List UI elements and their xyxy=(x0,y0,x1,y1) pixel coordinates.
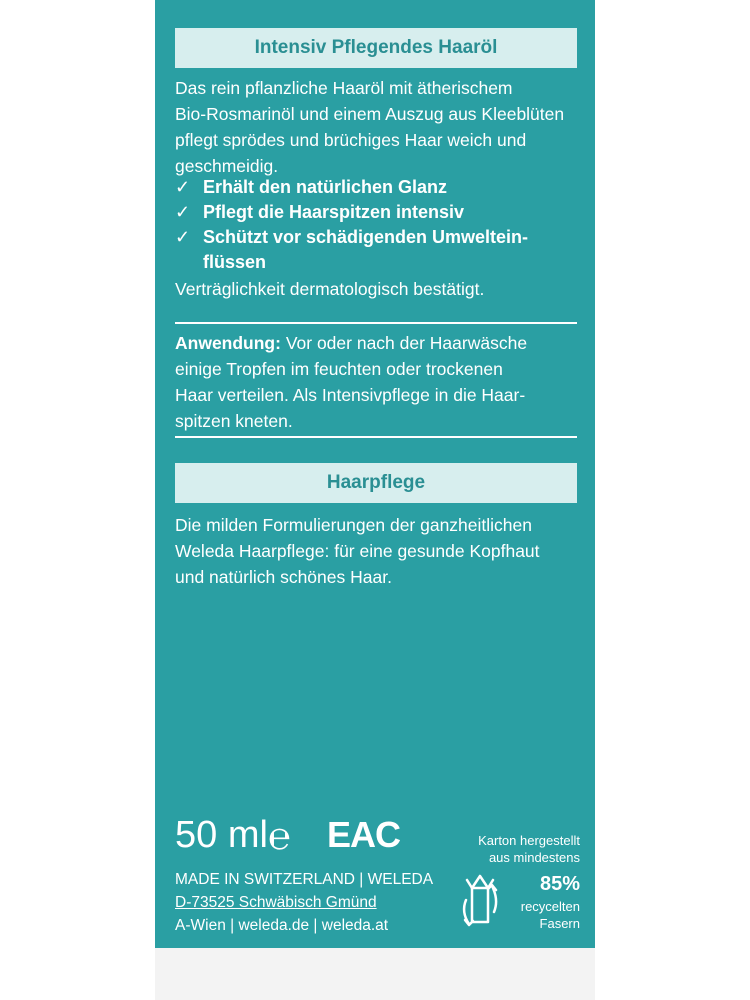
intro-text xyxy=(175,75,580,179)
recycle-text: Fasern xyxy=(539,916,580,931)
recycling-note xyxy=(455,832,580,942)
section-line: Weleda Haarpflege: für eine gesunde Kopfhaut xyxy=(175,541,540,561)
recycle-text: Karton hergestellt xyxy=(478,833,580,848)
benefit-list xyxy=(175,175,580,275)
e-mark-icon: ℮ xyxy=(268,816,291,858)
check-icon: ✓ xyxy=(175,202,191,222)
usage-text xyxy=(175,330,580,434)
manufacturer-line: D-73525 Schwäbisch Gmünd xyxy=(175,894,377,911)
intro-line: geschmeidig. xyxy=(175,156,279,176)
usage-line: spitzen kneten. xyxy=(175,411,293,431)
usage-label: Anwendung: xyxy=(175,333,281,353)
benefit-item xyxy=(175,175,580,200)
manufacturer-line: A-Wien | weleda.de | weleda.at xyxy=(175,917,389,934)
section-line: Die milden Formulierungen der ganzheitlichen xyxy=(175,515,532,535)
section-line: und natürlich schönes Haar. xyxy=(175,567,392,587)
product-info-panel xyxy=(155,0,595,948)
manufacturer-info xyxy=(175,868,433,937)
benefit-item xyxy=(175,200,580,225)
recycle-text: aus mindestens xyxy=(488,850,580,865)
volume-label: 50 ml xyxy=(175,814,268,856)
tolerance-note: Verträglichkeit dermatologisch bestätigt. xyxy=(175,279,485,299)
manufacturer-line: MADE IN SWITZERLAND | WELEDA xyxy=(175,871,434,888)
eac-mark: EAC xyxy=(327,814,401,855)
divider xyxy=(175,322,577,324)
recycled-box-icon xyxy=(455,864,505,934)
recycle-text: recycelten xyxy=(520,899,580,914)
section-band: Haarpflege xyxy=(175,463,577,503)
usage-line: einige Tropfen im feuchten oder trockenen xyxy=(175,359,503,379)
benefit-item xyxy=(175,225,580,275)
benefit-text: flüssen xyxy=(203,252,267,272)
benefit-text: Erhält den natürlichen Glanz xyxy=(203,177,448,197)
title-band: Intensiv Pflegendes Haaröl xyxy=(175,28,577,68)
check-icon: ✓ xyxy=(175,227,191,247)
intro-line: Bio-Rosmarinöl und einem Auszug aus Kleeblüten xyxy=(175,104,565,124)
intro-line: pflegt sprödes und brüchiges Haar weich und xyxy=(175,130,527,150)
check-icon: ✓ xyxy=(175,177,191,197)
usage-line: Haar verteilen. Als Intensivpflege in die Haar- xyxy=(175,385,526,405)
intro-line: Das rein pflanzliche Haaröl mit ätherischem xyxy=(175,78,513,98)
usage-line: Vor oder nach der Haarwäsche xyxy=(280,333,528,353)
divider xyxy=(175,436,577,438)
section-text xyxy=(175,512,580,590)
benefit-text: Schützt vor schädigenden Umweltein- xyxy=(203,227,529,247)
package-base xyxy=(155,948,595,1000)
recycle-percent: 85% xyxy=(539,873,580,895)
benefit-text: Pflegt die Haarspitzen intensiv xyxy=(203,202,465,222)
